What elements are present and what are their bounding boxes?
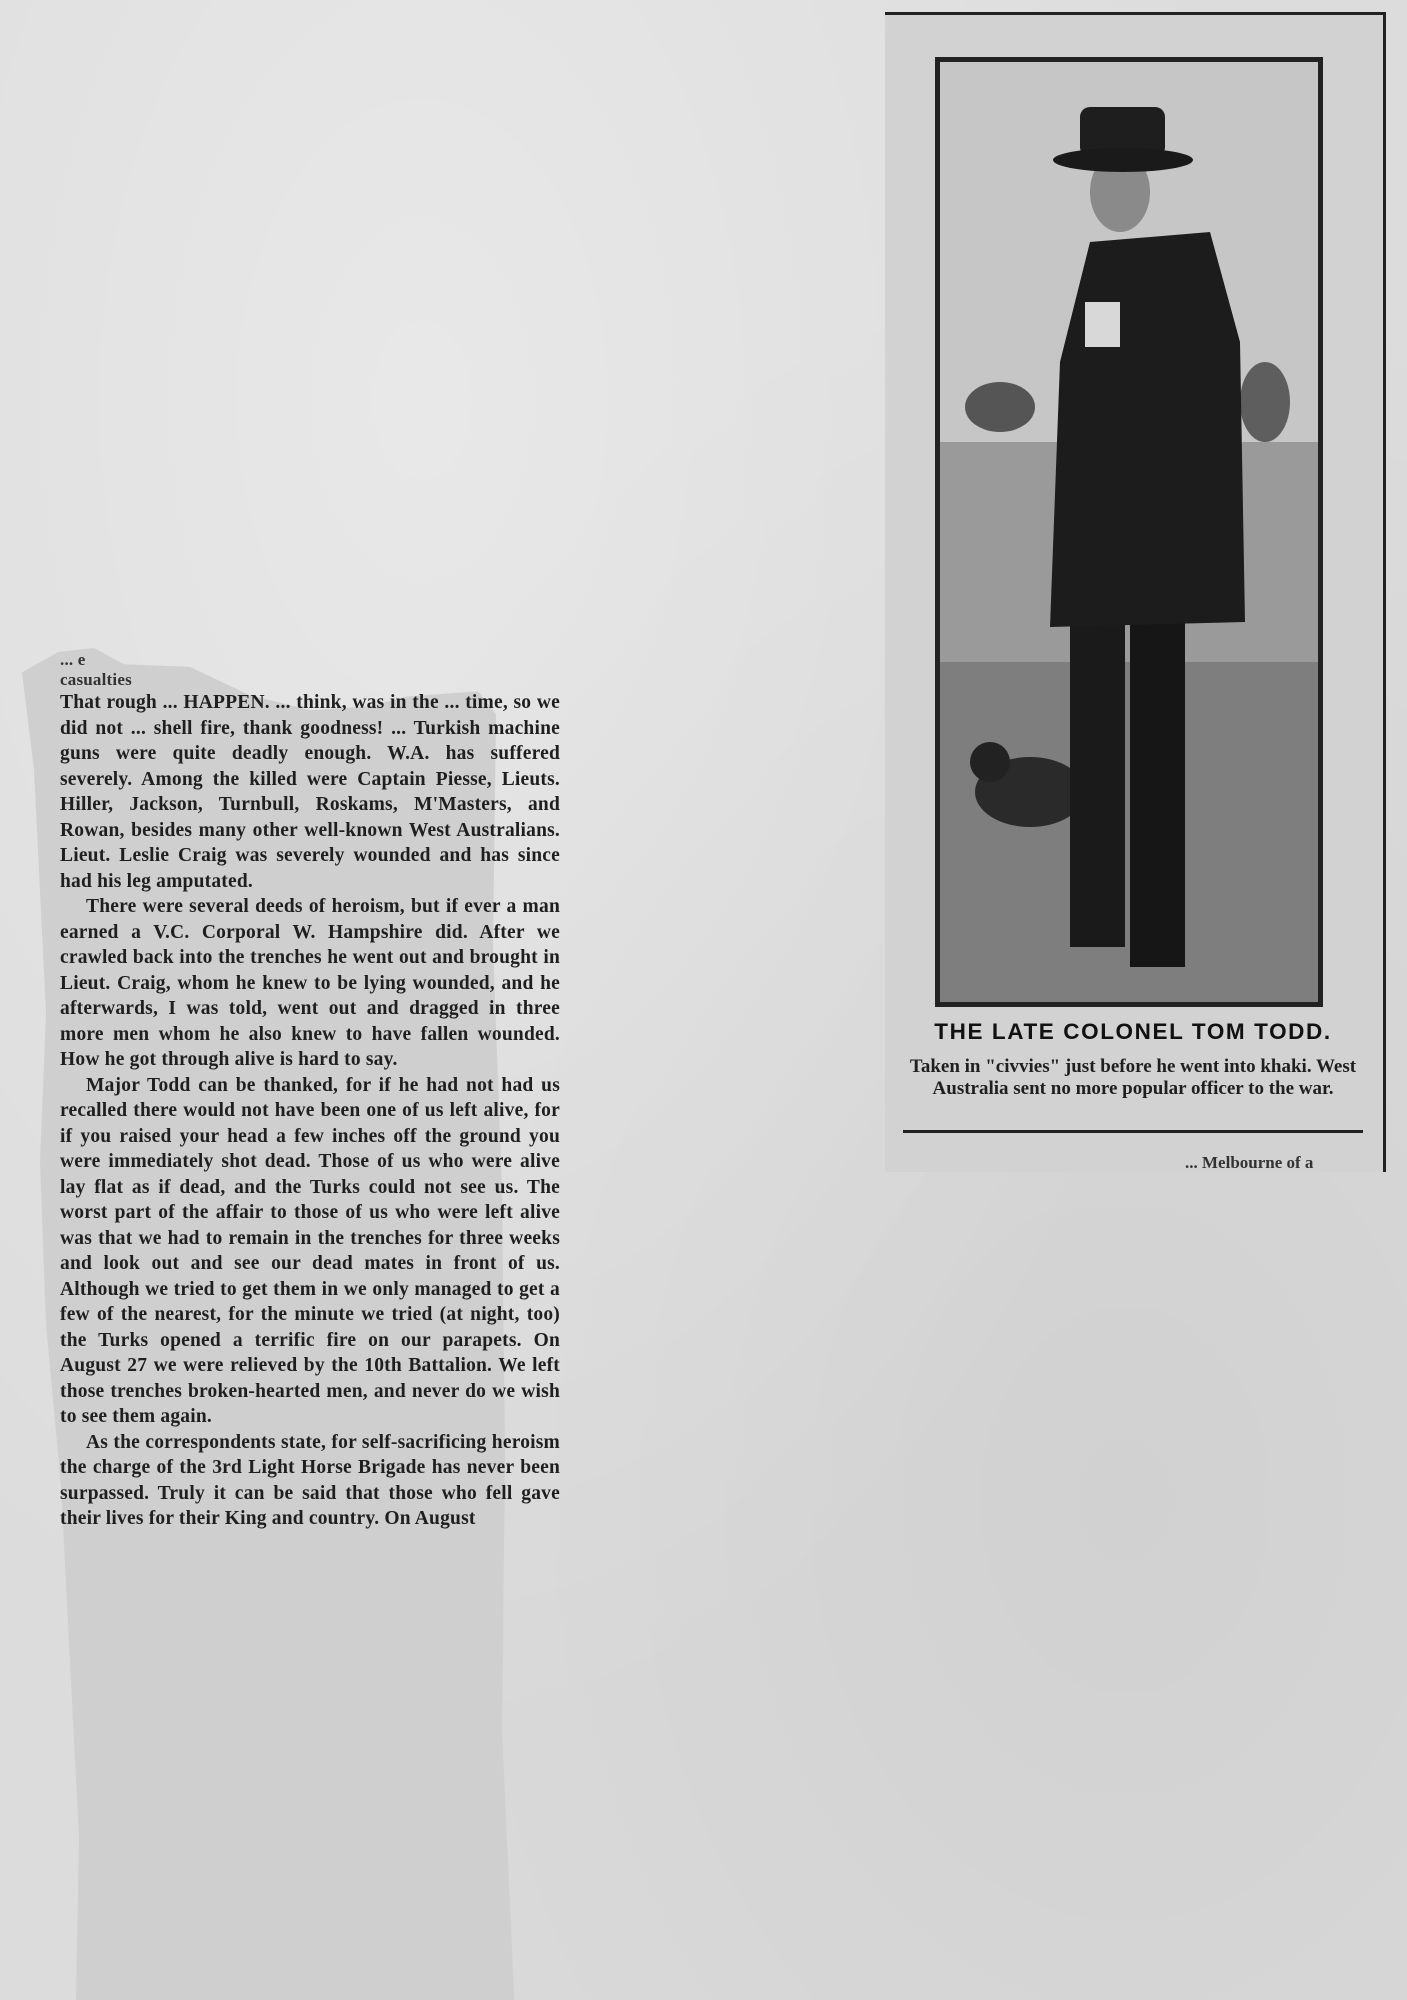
caption-text: Taken in "civvies" just before he went into khaki. West Australia sent no more popular officer to the war.: [909, 1056, 1357, 1099]
article-paragraph: Major Todd can be thanked, for if he had not had us recalled there would not have been one of us left alive, for if you raised your head a few inches off the ground you were immediately shot dead. Those of us who were alive lay flat as if dead, and the Turks could not see us. The worst part of the affair to those of us who were left alive was that we had to remain in the trenches for three weeks and look out and see our dead mates in front of us. Although we tried to get them in we only managed to get a few of the nearest, for the minute we tried (at night, too) the Turks opened a terrific fire on our parapets. On August 27 we were relieved by the 10th Battalion. We left those trenches broken-hearted men, and never do we wish to see them again.: [60, 1074, 560, 1427]
caption-title: THE LATE COLONEL TOM TODD.: [934, 1019, 1332, 1044]
article-paragraph: As the correspondents state, for self-sacrificing heroism the charge of the 3rd Light Horse Brigade has never been surpassed. Truly it can be said that those who fell gave their lives for their King and country. On August: [60, 1431, 560, 1529]
portrait-illustration: [940, 62, 1318, 1002]
article-fragment: ... e: [60, 650, 86, 669]
caption-fragment: ... Melbourne of a: [1185, 1153, 1314, 1172]
article-paragraph: There were several deeds of heroism, but if ever a man earned a V.C. Corporal W. Hampshire did. After we crawled back into the trenches he went out and brought in Lieut. Craig, whom he knew to be lying wounded, and he afterwards, I was told, went out and dragged in three more men whom he also knew to have fallen wounded. How he got through alive is hard to say.: [60, 896, 560, 1070]
photo-clipping: [885, 12, 1386, 1172]
article-body: [60, 650, 560, 1532]
caption-divider: [903, 1130, 1363, 1133]
portrait-photo: [935, 57, 1323, 1007]
article-paragraph: That rough ... HAPPEN. ... think, was in the ... time, so we did not ... shell fire, thank goodness! ... Turkish machine guns were quite deadly enough. W.A. has suffered severely. Among the killed were Captain Piesse, Lieuts. Hiller, Jackson, Turnbull, Roskams, M'Masters, and Rowan, besides many other well-known West Australians. Lieut. Leslie Craig was severely wounded and has since had his leg amputated.: [60, 692, 560, 892]
article-fragment: casualties: [60, 670, 132, 689]
